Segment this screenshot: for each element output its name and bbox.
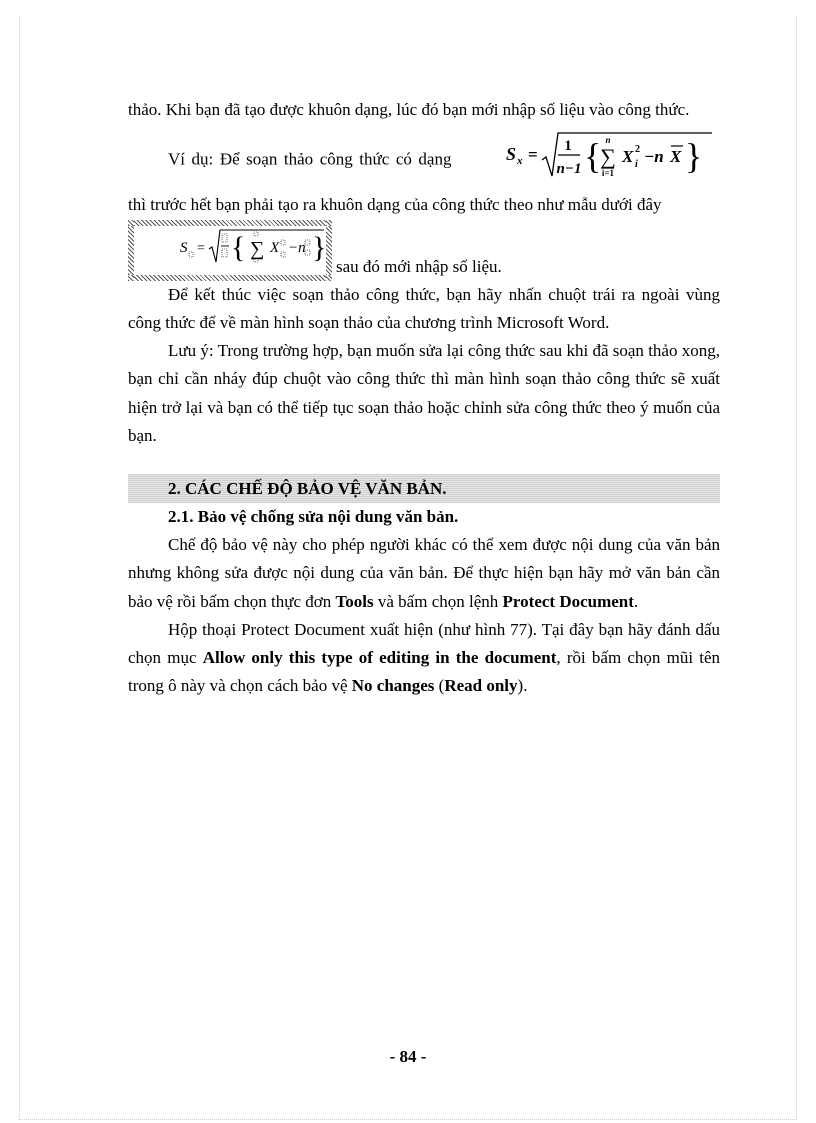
template-left-brace-icon: { <box>231 230 246 264</box>
formula-lhs: S <box>506 144 517 165</box>
formula-frac-den: n−1 <box>556 161 582 178</box>
paragraph-6-text: Hộp thoại Protect Document xuất hiện (như hình 77). Tại đây bạn hãy đánh dấu chọn mục <box>128 619 720 668</box>
formula-sum-top: n <box>605 135 611 146</box>
paragraph-5: Chế độ bảo vệ này cho phép người khác có thể xem được nội dung của văn bản nhưng không sửa được nội dung của văn bản. Để thực hiện bạn hãy mở văn bản cần bảo vệ rồi bấm chọn thực đơn Tools và bấm chọn lệnh Protect Document. <box>128 535 720 611</box>
equation-template-box[interactable] <box>128 220 332 281</box>
formula-sum-sign: ∑ <box>600 144 616 170</box>
formula-var-sub: i <box>635 159 638 171</box>
read-only-ref: Read only <box>444 676 518 696</box>
formula-var-sup: 2 <box>635 144 641 156</box>
template-lhs: S <box>180 239 188 256</box>
section-heading: 2. CÁC CHẾ ĐỘ BẢO VỆ VĂN BẢN. <box>128 474 720 503</box>
paragraph-6: Hộp thoại Protect Document xuất hiện (như hình 77). Tại đây bạn hãy đánh dấu chọn mục Allow only this type of editing in the document, rồi bấm chọn mũi tên trong ô này và chọn cách bảo vệ No changes (Read only). <box>128 619 721 696</box>
placeholder-slot <box>281 240 285 245</box>
right-brace-icon: } <box>685 136 703 177</box>
template-eq: = <box>197 240 205 256</box>
formula-lhs-sub: x <box>517 155 523 168</box>
paragraph-2-tail: sau đó mới nhập số liệu. <box>336 256 502 276</box>
subsection-heading: 2.1. Bảo vệ chống sửa nội dung văn bản. <box>168 507 459 527</box>
placeholder-slot <box>189 252 193 257</box>
template-sum-icon: ∑ <box>250 237 265 260</box>
protect-document-ref: Protect Document <box>502 591 634 611</box>
formula-sum-bottom: i=1 <box>601 168 615 179</box>
placeholder-slot <box>305 250 310 255</box>
paragraph-5-mid: và bấm chọn lệnh <box>377 591 499 611</box>
paragraph-2 <box>128 130 720 281</box>
template-right-brace-icon: } <box>312 230 326 264</box>
no-changes-option-ref: No changes <box>351 676 435 696</box>
svg-text:X: X <box>270 239 280 256</box>
page-number: - 84 - <box>389 1047 427 1066</box>
formula-eq: = <box>528 145 538 165</box>
paragraph-2-lead: Ví dụ: Để soạn thảo công thức có dạng <box>168 149 452 169</box>
paragraph-2-rest: thì trước hết bạn phải tạo ra khuôn dạng của công thức theo như mẫu dưới đây <box>128 195 662 215</box>
paragraph-5-text: Chế độ bảo vệ này cho phép người khác có thể xem được nội dung của văn bản nhưng không sửa được nội dung của văn bản. Để thực hiện bạn hãy mở văn bản cần bảo vệ rồi bấm chọn thực đơn <box>128 535 720 611</box>
formula-minus-term: −n <box>644 147 664 167</box>
formula-bar-var: X <box>670 147 682 167</box>
document-body <box>128 96 720 700</box>
tools-menu-ref: Tools <box>335 591 374 611</box>
svg-text:−n: −n <box>288 239 306 256</box>
formula-svg <box>504 130 714 182</box>
paragraph-1: thảo. Khi bạn đã tạo được khuôn dạng, lúc đó bạn mới nhập số liệu vào công thức. <box>128 100 690 119</box>
formula-frac-num: 1 <box>564 138 572 155</box>
placeholder-slot <box>222 234 227 242</box>
placeholder-slot <box>305 240 310 245</box>
placeholder-slot <box>222 249 227 257</box>
left-brace-icon: { <box>584 136 602 177</box>
paragraph-3: Để kết thúc việc soạn thảo công thức, bạn hãy nhấn chuột trái ra ngoài vùng công thức để về màn hình soạn thảo của chương trình Microsoft Word. <box>128 284 720 333</box>
allow-editing-option-ref: Allow only this type of editing in the document <box>202 648 557 668</box>
formula-var: X <box>622 147 634 167</box>
paragraph-4: Lưu ý: Trong trường hợp, bạn muốn sửa lại công thức sau khi đã soạn thảo xong, bạn chỉ cần nháy đúp chuột vào công thức thì màn hình soạn thảo công thức sẽ xuất hiện trở lại và bạn có thể tiếp tục soạn thảo hoặc chỉnh sửa công thức theo ý muốn của bạn. <box>128 341 720 445</box>
template-formula-svg <box>174 226 326 266</box>
placeholder-slot <box>281 252 285 257</box>
sample-formula[interactable] <box>464 130 714 191</box>
placeholder-slot <box>254 232 258 236</box>
